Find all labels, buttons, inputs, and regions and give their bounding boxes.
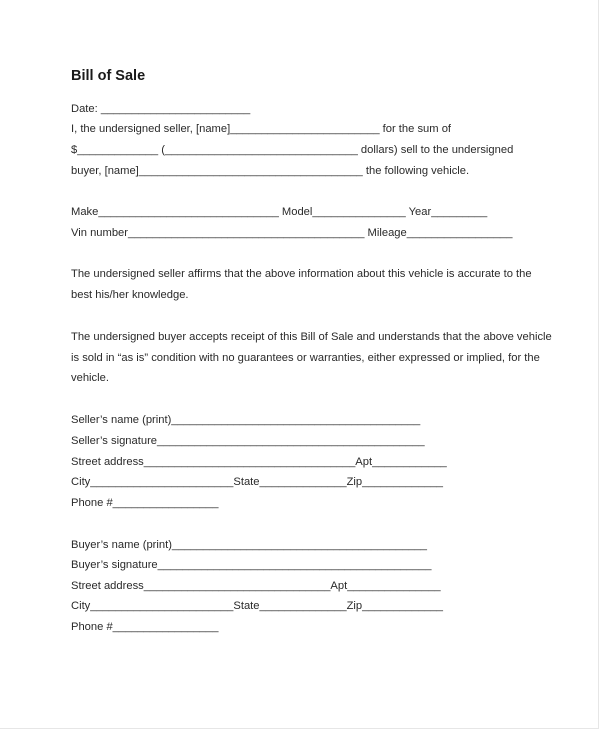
seller-printed-name-field[interactable]: Seller’s name (print)________________________________________ [71,414,421,426]
seller-city-state-zip-field[interactable]: City_______________________State______________Zip_____________ [71,476,444,488]
seller-name-field[interactable]: I, the undersigned seller, [name]________________________ for the sum of [71,123,452,135]
buyer-acceptance-line: The undersigned buyer accepts receipt of this Bill of Sale and understands that the above vehicle [71,331,552,343]
document-title: Bill of Sale [71,68,146,84]
buyer-printed-name-field[interactable]: Buyer’s name (print)_________________________________________ [71,539,428,551]
buyer-city-state-zip-field[interactable]: City_______________________State______________Zip_____________ [71,600,444,612]
buyer-phone-field[interactable]: Phone #_________________ [71,621,219,633]
buyer-address-field[interactable]: Street address______________________________Apt_______________ [71,580,441,592]
sale-amount-field[interactable]: $_____________ (_______________________________ dollars) sell to the undersigned [71,144,514,156]
seller-address-field[interactable]: Street address__________________________________Apt____________ [71,456,447,468]
buyer-name-field[interactable]: buyer, [name]____________________________________ the following vehicle. [71,165,470,177]
seller-affirmation-line: The undersigned seller affirms that the above information about this vehicle is accurate to the [71,268,532,280]
make-model-year-field[interactable]: Make_____________________________ Model_______________ Year_________ [71,206,488,218]
date-field[interactable]: Date: ________________________ [71,103,251,115]
buyer-acceptance-line: vehicle. [71,372,109,384]
buyer-acceptance-line: is sold in “as is” condition with no guarantees or warranties, either expressed or implied, for the [71,352,540,364]
seller-phone-field[interactable]: Phone #_________________ [71,497,219,509]
seller-affirmation-line: best his/her knowledge. [71,289,189,301]
buyer-signature-field[interactable]: Buyer’s signature____________________________________________ [71,559,432,571]
seller-signature-field[interactable]: Seller’s signature___________________________________________ [71,435,425,447]
vin-mileage-field[interactable]: Vin number______________________________________ Mileage_________________ [71,227,513,239]
